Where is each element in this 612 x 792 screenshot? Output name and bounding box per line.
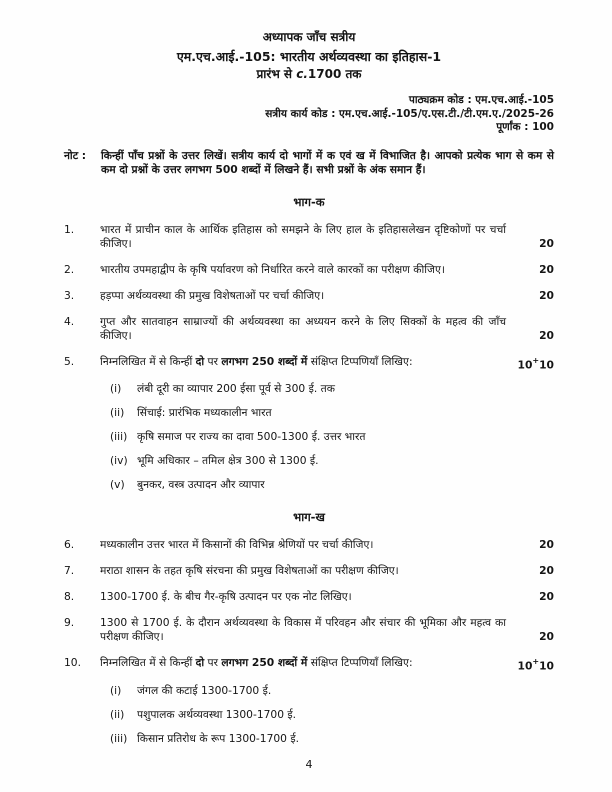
question-row: [64, 564, 554, 578]
question-row: [64, 263, 554, 277]
question-block: [64, 355, 554, 493]
subitem-label: (v): [110, 478, 125, 492]
question-block: [64, 590, 554, 604]
subitem-row: [110, 684, 554, 698]
exam-type-title: अध्यापक जाँच सत्रीय: [262, 30, 356, 44]
question-marks: 20: [539, 288, 554, 302]
subitem-row: [110, 406, 554, 420]
question-block: [64, 289, 554, 303]
course-title: एम.एच.आई.-105: भारतीय अर्थव्यवस्था का इतिहास-1: [176, 49, 442, 64]
subitem-text: किसान प्रतिरोध के रूप 1300-1700 ई.: [137, 731, 300, 745]
subitem-row: [110, 478, 554, 492]
question-row: [64, 355, 554, 373]
note-label: नोट :: [64, 148, 87, 162]
question-marks: 20: [539, 538, 554, 552]
question-number: 8.: [64, 590, 75, 604]
question-block: [64, 315, 554, 343]
question-text: हड़प्पा अर्थव्यवस्था की प्रमुख विशेषताओं पर चर्चा कीजिए।: [100, 288, 325, 302]
subitem-label: (iii): [110, 731, 128, 745]
question-marks: 20: [539, 262, 554, 276]
sections-container: [64, 195, 554, 746]
course-period: [64, 67, 554, 82]
question-number: 10.: [64, 656, 81, 670]
question-number: 9.: [64, 616, 75, 630]
subitem-label: (ii): [110, 406, 125, 420]
question-row: [64, 289, 554, 303]
question-text-bold: लगभग 250 शब्दों में: [221, 656, 308, 670]
subitem-row: [110, 732, 554, 746]
question-text: 1300 से 1700 ई. के दौरान अर्थव्यवस्था के विकास में परिवहन और संचार की भूमिका और महत्व का परीक्षण कीजिए।: [100, 616, 506, 644]
question-text: गुप्त और सातवाहन साम्राज्यों की अर्थव्यवस्था का अध्ययन करने के लिए सिक्कों के महत्व की जाँच कीजिए।: [100, 314, 506, 342]
question-text-part: निम्नलिखित में से किन्हीं: [100, 656, 196, 670]
subitem-text: पशुपालक अर्थव्यवस्था 1300-1700 ई.: [137, 707, 297, 721]
question-row: [64, 223, 554, 251]
question-block: [64, 223, 554, 251]
section-title: भाग-ख: [293, 510, 325, 525]
question-marks: 20: [539, 328, 554, 342]
question-text: भारतीय उपमहाद्वीप के कृषि पर्यावरण को निर्धारित करने वाले कारकों का परीक्षण कीजिए।: [100, 262, 445, 276]
subitem-label: (iii): [110, 430, 128, 444]
question-text-part: पर: [204, 354, 222, 368]
question-marks: 20: [539, 630, 554, 644]
marks-plus-sign: +: [532, 355, 540, 365]
section-title: भाग-क: [293, 194, 325, 209]
question-row: [64, 315, 554, 343]
subitem-text: बुनकर, वस्त्र उत्पादन और व्यापार: [137, 478, 265, 492]
note-text: किन्हीं पाँच प्रश्नों के उत्तर लिखें। सत्रीय कार्य दो भागों में क एवं ख में विभाजित है। आपको प्रत्येक भाग से कम से कम दो प्रश्नों के उत्तर लगभग 500 शब्दों में लिखने हैं। सभी प्रश्नों के अंक समान हैं।: [101, 148, 554, 176]
period-suffix: 1700 तक: [307, 67, 362, 81]
question-number: 2.: [64, 262, 75, 276]
question-text-part: संक्षिप्त टिप्पणियाँ लिखिए:: [307, 354, 413, 368]
subitem-text: जंगल की कटाई 1300-1700 ई.: [137, 683, 272, 697]
document-header: [64, 30, 554, 82]
subitem-row: [110, 430, 554, 444]
subitem-row: [110, 454, 554, 468]
period-prefix: प्रारंभ से: [256, 67, 297, 81]
note-block: [64, 149, 554, 177]
subitem-text: लंबी दूरी का व्यापार 200 ईसा पूर्व से 300 ई. तक: [137, 382, 335, 396]
question-number: 7.: [64, 564, 75, 578]
question-marks: 10+10: [517, 355, 554, 372]
question-text: मराठा शासन के तहत कृषि संरचना की प्रमुख विशेषताओं का परीक्षण कीजिए।: [100, 564, 399, 578]
question-number: 5.: [64, 354, 75, 368]
question-text: [100, 656, 518, 674]
question-block: [64, 263, 554, 277]
question-block: [64, 564, 554, 578]
page-number: 4: [305, 757, 313, 771]
subitem-text: भूमि अधिकार – तमिल क्षेत्र 300 से 1300 ई.: [137, 454, 319, 468]
question-row: [64, 590, 554, 604]
question-number: 3.: [64, 288, 75, 302]
question-text-part: संक्षिप्त टिप्पणियाँ लिखिए:: [307, 656, 413, 670]
question-text-bold: दो: [195, 656, 205, 670]
question-block: [64, 616, 554, 644]
subitem-row: [110, 382, 554, 396]
question-text: मध्यकालीन उत्तर भारत में किसानों की विभिन्न श्रेणियों पर चर्चा कीजिए।: [100, 538, 374, 552]
question-row: [64, 656, 554, 674]
subitem-label: (i): [110, 382, 122, 396]
question-number: 1.: [64, 222, 75, 236]
question-marks: 20: [539, 590, 554, 604]
question-number: 4.: [64, 314, 75, 328]
question-text-part: निम्नलिखित में से किन्हीं: [100, 354, 196, 368]
question-marks: 10+10: [517, 657, 554, 673]
course-code: पाठ्यक्रम कोड : एम.एच.आई.-105: [408, 94, 554, 106]
question-text: भारत में प्राचीन काल के आर्थिक इतिहास को समझने के लिए हाल के इतिहासलेखन दृष्टिकोणों पर चर्चा कीजिए।: [100, 222, 506, 250]
marks-plus-sign: +: [532, 657, 540, 667]
question-row: [64, 616, 554, 644]
question-row: [64, 538, 554, 552]
subitem-text: सिंचाई: प्रारंभिक मध्यकालीन भारत: [137, 406, 272, 420]
subitem-text: कृषि समाज पर राज्य का दावा 500-1300 ई. उत्तर भारत: [137, 430, 366, 444]
total-marks: पूर्णांक : 100: [496, 121, 554, 133]
course-codes-block: [64, 94, 554, 135]
question-text: [100, 355, 518, 373]
question-text: 1300-1700 ई. के बीच गैर-कृषि उत्पादन पर एक नोट लिखिए।: [100, 590, 352, 604]
assignment-code: सत्रीय कार्य कोड : एम.एच.आई.-105/ए.एस.टी./टी.एम.ए./2025-26: [265, 107, 554, 120]
question-text-bold: लगभग 250 शब्दों में: [221, 354, 308, 368]
question-text-bold: दो: [195, 354, 205, 368]
question-block: [64, 538, 554, 552]
subitem-label: (ii): [110, 707, 125, 721]
subitem-label: (iv): [110, 454, 128, 468]
period-circa: c.: [296, 67, 308, 81]
question-text-part: पर: [204, 656, 222, 670]
question-marks: 20: [539, 564, 554, 578]
question-block: [64, 656, 554, 746]
subitem-label: (i): [110, 683, 122, 697]
question-marks: 20: [539, 236, 554, 250]
question-number: 6.: [64, 538, 75, 552]
subitem-row: [110, 708, 554, 722]
